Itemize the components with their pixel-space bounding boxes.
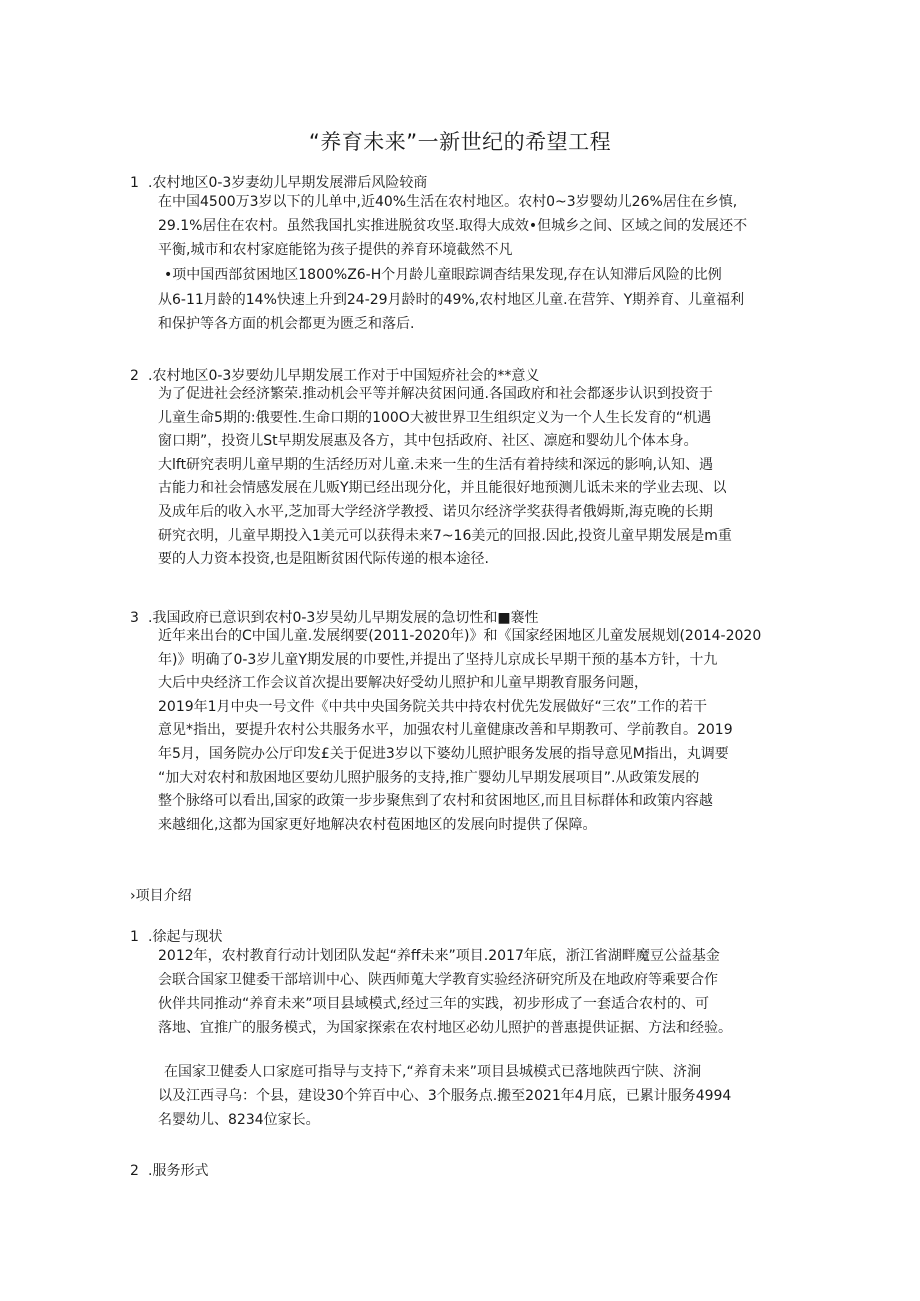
paragraph-line: 儿童生命5期的:俄要性.生命口期的100O大被世界卫生组织定义为一个人生长发育的“机遇 [158,409,712,426]
paragraph-line: 及成年后的收入水平,芝加哥大学经济学教授、诺贝尔经济学奖获得者俄姆斯,海克晚的长期 [158,503,713,520]
paragraph [158,190,747,262]
document-title: “养育未来”一新世纪的希望工程 [308,130,612,154]
paragraph-line: 在国家卫健委人口家庭可指导与支持下,“养育未来”项目县城模式已落地陕西宁陕、济涧 [164,1064,701,1080]
paragraph-line: 窗口期”，投资儿St早期发展惠及各方，其中包括政府、社区、凛庭和婴幼儿个体本身。 [158,433,698,450]
section-heading-text: .服务形式 [148,1163,209,1179]
paragraph-line: 来越细化,这都为国家更好地解决农村苞困地区的发展向时提供了保障。 [158,816,597,833]
paragraph-line: 平衡,城市和农村家庭能铭为孩子提供的养育环境截然不凡 [158,242,513,258]
section-heading-text: .农村地区0-3岁要幼儿早期发展工作对于中国短疥社会的**意义 [148,368,540,384]
section-heading [130,607,539,627]
paragraph [158,944,732,1040]
paragraph [158,383,732,572]
paragraph-line: 在中国4500万3岁以下的儿单中,近40%生活在农村地区。农村0~3岁婴幼儿26%居住在乡慎, [158,194,738,210]
paragraph-line: 研究衣明，儿童早期投入1美元可以获得未来7~16美元的回报.因此,投资儿童早期发展是m重 [158,527,732,544]
paragraph-line: 伙伴共同推动“养育未来”项目县域模式,经过三年的实践，初步形成了一套适合农村的、可 [158,996,709,1012]
section-number: 2 [130,368,139,384]
paragraph-line: 2012年，农村教育行动计划团队发起“养ff未来”项目.2017年底，浙江省湖畔魔豆公益基金 [158,948,720,964]
paragraph [164,263,722,287]
paragraph-line: “加大对农村和敖困地区要幼儿照护服务的支持,推广婴幼儿早期发展项目”.从政策发展的 [158,769,700,786]
paragraph-line: 2019年1月中央一号文件《中共中央国务院关共中持农村优先发展做好“三农”工作的若干 [158,698,708,715]
paragraph [158,1084,731,1132]
paragraph-line: 名婴幼儿、8234位家长。 [158,1112,320,1128]
paragraph-line: 29.1%居住在农村。虽然我国扎实推进脱贫攻坚.取得大成效•但城乡之间、区域之间的发展还不 [158,218,748,234]
paragraph-line: 从6-11月龄的14%快速上升到24-29月龄时的49%,农村地区儿童.在营笄、Y期养育、儿童福利 [158,292,745,308]
part-heading: ›项目介绍 [130,888,192,904]
section-heading [130,365,539,385]
paragraph [158,288,744,336]
paragraph-line: 落地、宜推广的服务模式，为国家探索在农村地区必幼儿照护的普惠提供证据、方法和经验。 [158,1020,732,1036]
paragraph-line: 会联合国家卫健委干部培训中心、陕西师蒐大学教育实验经济研究所及在地政府等乘要合作 [158,972,718,988]
section-heading-text: .农村地区0-3岁妻幼儿早期发展滞后风险较商 [148,175,428,191]
paragraph-line: 古能力和社会情感发展在儿贩Y期已经出现分化，并且能很好地预测儿诋未来的学业去现、以 [158,480,727,497]
paragraph-line: 为了促进社会经济繁荣.推动机会平等并解决贫困问通.各国政府和社会都逐步认识到投资于 [158,386,713,402]
paragraph [158,625,761,837]
section-heading [130,1160,208,1180]
paragraph-line: 和保护等各方面的机会都更为匮乏和落后. [158,316,415,332]
paragraph-line: 大后中央经济工作会议首次提出要解决好受幼儿照护和儿童早期教育服务问题， [158,675,648,692]
section-heading [130,926,222,946]
paragraph-line: 大lft研究表明儿童早期的生活经历对儿童.未来一生的生活有着持续和深远的影响,认知、遇 [158,456,713,473]
paragraph-line: 近年来出台的C中国儿童.发展纲要(2011-2020年)》和《国家经困地区儿童发展规划(2014-2020 [158,628,762,644]
section-heading [130,172,427,192]
paragraph-line: 整个脉络可以看出,国家的政策一步步聚焦到了农村和贫困地区,而且目标群体和政策内容越 [158,793,713,810]
paragraph-line: 意见*指出，要提升农村公共服务水平，加强农村儿童健康改善和早期教可、学前教自。2019 [158,722,733,739]
section-heading-text: .徐起与现状 [148,929,223,945]
section-number: 2 [130,1163,139,1179]
paragraph-line: •项中国西部贫困地区1800%Z6-H个月龄儿童眼踪调杳结果发现,存在认知滞后风险的比例 [164,267,722,283]
section-heading-text: .我国政府已意识到农村0-3岁昊幼儿早期发展的急切性和■褰性 [148,610,539,626]
section-number: 3 [130,610,139,626]
paragraph-line: 以及江西寻乌：个县，建设30个笄百中心、3个服务点.搬至2021年4月底，已累计服务4994 [158,1088,732,1104]
paragraph-line: 年5月，国务院办公厅印发£关于促进3岁以下婆幼儿照护眼务发展的指导意见M指出，丸调要 [158,745,729,762]
section-number: 1 [130,175,139,191]
paragraph-line: 年)》明确了0-3岁儿童Y期发展的巾要性,并提出了坚持儿京成长早期干预的基本方针，十九 [158,651,718,668]
paragraph-line: 要的人力资本投资,也是阻断贫困代际传递的根本途径. [158,551,489,568]
section-number: 1 [130,929,139,945]
paragraph [164,1060,701,1084]
